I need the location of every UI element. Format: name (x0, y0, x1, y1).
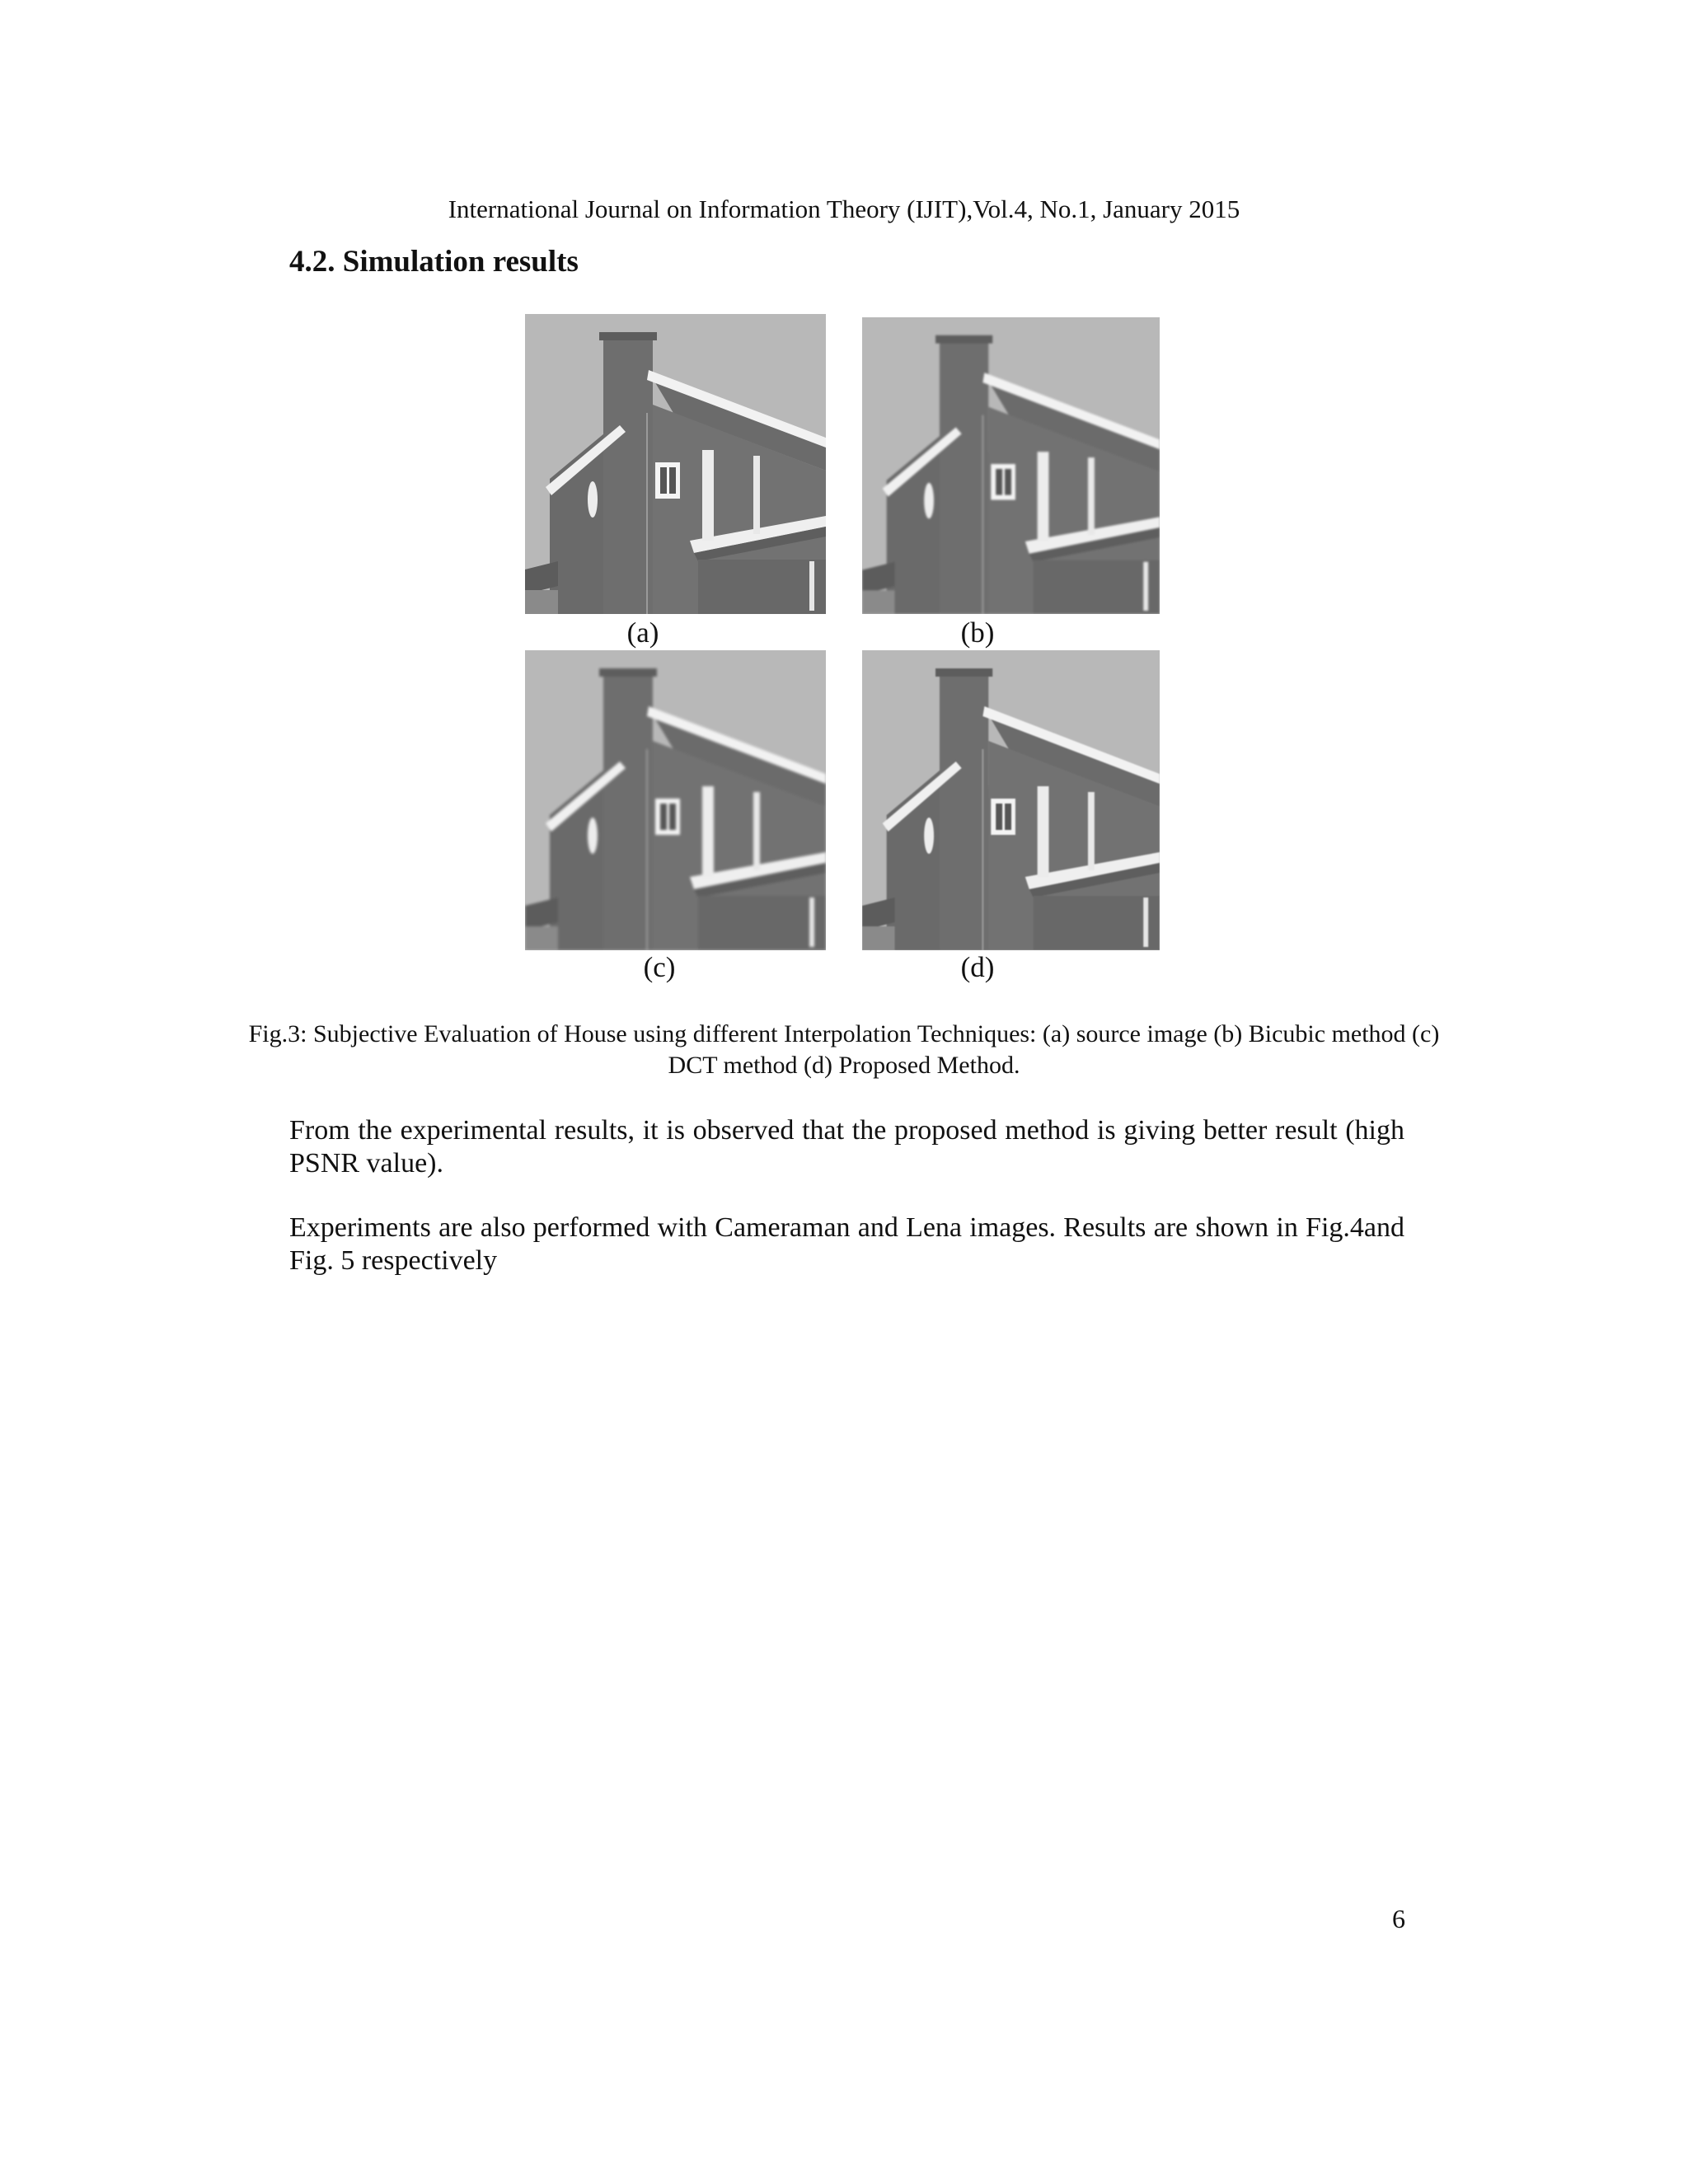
panel-label-a: (a) (626, 616, 659, 649)
figure-panel-a (525, 314, 826, 614)
section-heading: 4.2. Simulation results (289, 245, 579, 279)
figure-panel-d (862, 650, 1160, 950)
house-image-b (862, 317, 1160, 614)
house-image-d (862, 650, 1160, 950)
figure-panel-b (862, 317, 1160, 614)
body-paragraph: From the experimental results, it is observed that the proposed method is giving better result (high PSNR value). (289, 1115, 1404, 1179)
panel-label-b: (b) (960, 616, 995, 649)
body-paragraph: Experiments are also performed with Cameraman and Lena images. Results are shown in Fig.4and Fig. 5 respectively (289, 1212, 1404, 1276)
page-number: 6 (1392, 1904, 1405, 1933)
figure-caption: Fig.3: Subjective Evaluation of House using different Interpolation Techniques: (a) source image (b) Bicubic method (c) DCT method (d) Proposed Method. (248, 1020, 1440, 1079)
running-header: International Journal on Information Theory (IJIT),Vol.4, No.1, January 2015 (448, 194, 1240, 223)
panel-label-d: (d) (960, 951, 995, 983)
house-image-a (525, 314, 826, 614)
house-image-c (525, 650, 826, 950)
panel-label-c: (c) (643, 951, 676, 983)
figure-panel-c (525, 650, 826, 950)
